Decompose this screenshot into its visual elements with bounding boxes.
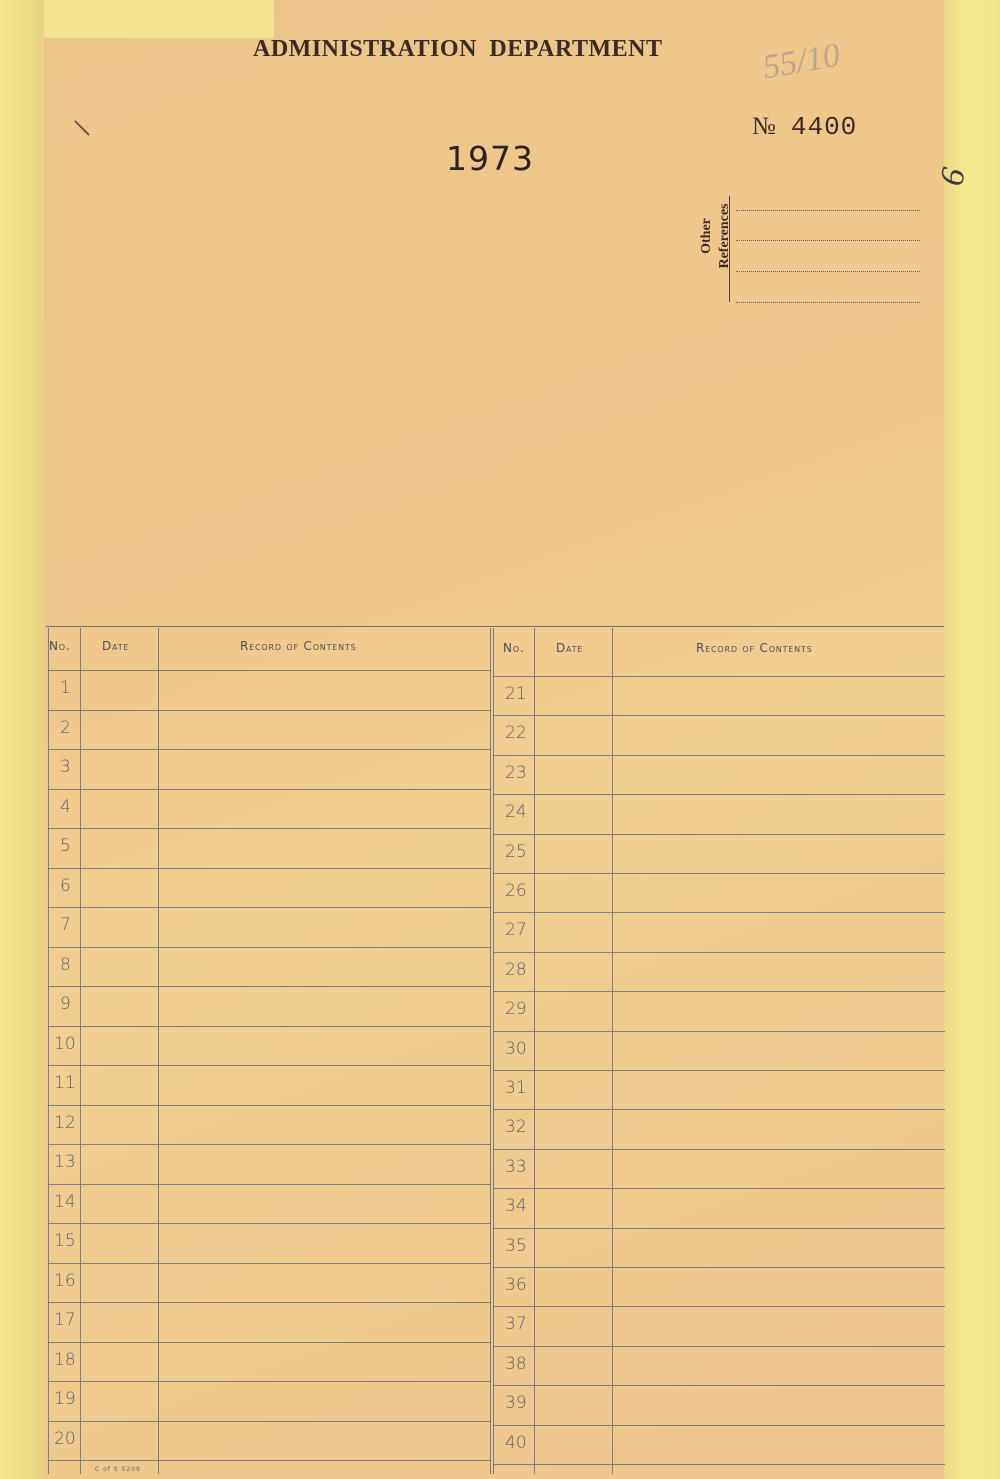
row-rule [493, 1306, 945, 1307]
row-rule [493, 1149, 945, 1150]
left-row-number: 8 [60, 954, 71, 975]
file-number-label: № [752, 113, 777, 140]
record-of-contents-table [46, 626, 946, 1476]
row-rule [48, 828, 490, 829]
row-rule [48, 1460, 490, 1461]
other-references-label-line2: References [717, 203, 732, 269]
row-rule [493, 1188, 945, 1189]
row-rule [493, 715, 945, 716]
right-row-number: 24 [505, 802, 527, 823]
left-row-number: 11 [54, 1073, 76, 1093]
left-row-number: 10 [54, 1033, 76, 1054]
row-rule [493, 991, 945, 992]
row-rule [48, 1026, 490, 1027]
file-year: 1973 [446, 139, 534, 178]
folder-tab-strip [44, 0, 274, 38]
other-reference-line[interactable] [736, 302, 920, 303]
left-row-number: 9 [60, 994, 71, 1014]
left-header-no: No. [49, 639, 71, 653]
row-rule [48, 907, 490, 908]
row-rule [493, 794, 945, 795]
left-row-number: 17 [54, 1310, 76, 1330]
other-reference-line[interactable] [736, 210, 920, 211]
left-row-number: 16 [54, 1270, 76, 1291]
right-row-number: 27 [505, 920, 527, 941]
column-rule [158, 628, 159, 1474]
row-rule [48, 1421, 490, 1422]
right-row-number: 30 [505, 1038, 527, 1059]
left-row-number: 12 [54, 1112, 76, 1133]
handwritten-side-mark: 6 [933, 164, 973, 190]
department-title: ADMINISTRATION DEPARTMENT [253, 36, 663, 62]
column-rule [490, 628, 491, 1474]
right-row-number: 34 [505, 1196, 527, 1217]
left-row-number: 3 [60, 757, 71, 777]
row-rule [493, 1109, 945, 1110]
right-row-number: 33 [505, 1156, 527, 1177]
left-header-date: Date [102, 639, 130, 653]
other-references-label-line1: Other [699, 218, 714, 254]
row-rule [493, 1267, 945, 1268]
row-rule [493, 952, 945, 953]
folder-edge-right [938, 0, 1000, 1479]
left-row-number: 7 [60, 915, 71, 935]
row-rule [48, 710, 490, 711]
row-rule [493, 1228, 945, 1229]
row-rule [48, 1302, 490, 1303]
row-rule [48, 1065, 490, 1066]
row-rule [493, 1425, 945, 1426]
right-row-number: 29 [505, 999, 527, 1020]
row-rule [493, 1385, 945, 1386]
row-rule [48, 749, 490, 750]
row-rule [493, 1346, 945, 1347]
right-row-number: 22 [505, 723, 527, 744]
other-reference-line[interactable] [736, 271, 920, 272]
row-rule [493, 1464, 945, 1465]
right-row-number: 28 [505, 959, 527, 980]
left-row-number: 5 [60, 836, 71, 856]
row-rule [48, 1184, 490, 1185]
left-row-number: 15 [54, 1231, 76, 1251]
right-header-date: Date [556, 641, 584, 655]
handwritten-reference: 55/10 [760, 36, 843, 87]
row-rule [48, 1381, 490, 1382]
row-rule [48, 1105, 490, 1106]
row-rule [48, 789, 490, 790]
column-rule [80, 628, 81, 1474]
other-references-brace [729, 196, 736, 302]
row-rule [48, 868, 490, 869]
left-row-number: 13 [54, 1152, 76, 1172]
file-number-value: 4400 [790, 112, 858, 142]
right-header-no: No. [503, 641, 525, 655]
left-row-number: 19 [54, 1389, 76, 1409]
right-row-number: 35 [505, 1235, 527, 1256]
right-row-number: 38 [505, 1353, 527, 1374]
right-row-number: 36 [505, 1275, 527, 1295]
row-rule [48, 986, 490, 987]
left-row-number: 20 [54, 1428, 76, 1449]
row-rule [48, 1263, 490, 1264]
left-header-record: Record of Contents [240, 639, 357, 653]
column-rule [48, 628, 49, 1474]
right-row-number: 31 [505, 1078, 527, 1098]
folder-edge-left [0, 0, 50, 1479]
right-row-number: 25 [505, 841, 527, 862]
file-number [752, 112, 857, 142]
right-row-number: 37 [505, 1314, 527, 1335]
left-row-number: 2 [60, 717, 71, 738]
other-reference-line[interactable] [736, 240, 920, 241]
row-rule [48, 1342, 490, 1343]
row-rule [493, 1070, 945, 1071]
row-rule [493, 1031, 945, 1032]
right-row-number: 40 [505, 1432, 527, 1453]
printer-code: C of S 5209 [95, 1466, 141, 1473]
row-rule [493, 676, 945, 677]
row-rule [493, 834, 945, 835]
row-rule [48, 1223, 490, 1224]
row-rule [493, 912, 945, 913]
row-rule [48, 947, 490, 948]
right-row-number: 26 [505, 881, 527, 901]
row-rule [48, 1144, 490, 1145]
right-row-number: 32 [505, 1117, 527, 1138]
right-row-number: 21 [505, 684, 527, 704]
right-row-number: 23 [505, 762, 527, 783]
left-row-number: 6 [60, 875, 71, 896]
row-rule [493, 755, 945, 756]
row-rule [493, 873, 945, 874]
right-row-number: 39 [505, 1393, 527, 1414]
right-header-record: Record of Contents [696, 641, 813, 655]
left-row-number: 4 [60, 796, 71, 817]
row-rule [48, 670, 490, 671]
left-row-number: 18 [54, 1349, 76, 1370]
left-row-number: 14 [54, 1191, 76, 1212]
left-row-number: 1 [60, 678, 71, 698]
table-top-rule [46, 626, 944, 627]
